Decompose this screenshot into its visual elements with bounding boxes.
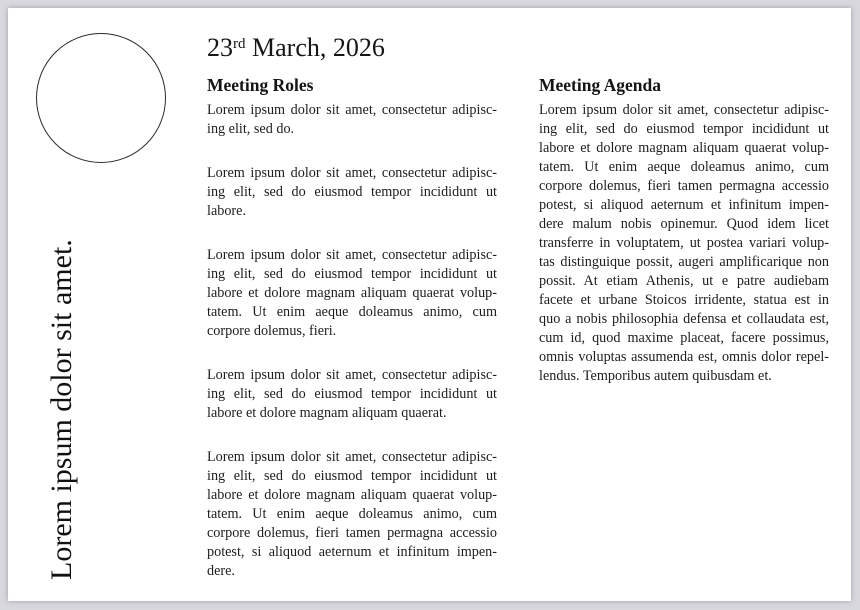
date-day: 23: [207, 33, 233, 62]
text-line: dere.: [207, 563, 235, 579]
text-line: ing elit, sed do eiusmod tempor incididunt ut: [539, 121, 829, 137]
document-page: [8, 8, 851, 601]
text-line: ing elit, sed do eiusmod tempor incididunt ut: [207, 184, 497, 200]
text-line: potest, si aliquod aeternum et infinitum impen-: [539, 197, 829, 213]
column-heading: Meeting Agenda: [539, 75, 662, 95]
text-line: possit. At etiam Athenis, ut e patre audiebam: [539, 273, 829, 289]
date-title: [207, 32, 385, 64]
text-line: dere malum nobis opinemur. Quod idem licet: [539, 216, 829, 232]
text-line: labore et dolore magnam aliquam quaerat volup-: [207, 285, 497, 301]
date-ordinal: rd: [233, 36, 246, 52]
text-line: Lorem ipsum dolor sit amet, consectetur adipisc-: [207, 367, 497, 383]
text-line: ing elit, sed do eiusmod tempor incididunt ut: [207, 386, 497, 402]
column-heading: Meeting Roles: [207, 75, 314, 95]
two-column-body: [207, 74, 829, 606]
logo-circle: [36, 33, 166, 163]
text-line: labore et dolore magnam aliquam quaerat.: [207, 405, 447, 421]
paragraph: [207, 164, 497, 221]
paragraph: [207, 101, 497, 139]
column-paragraphs: [539, 101, 829, 386]
text-line: tas distinguique possit, augeri amplificarique non: [539, 254, 829, 270]
text-line: labore et dolore magnam aliquam quaerat volup-: [207, 487, 497, 503]
paragraph: [207, 246, 497, 341]
text-line: Lorem ipsum dolor sit amet, consectetur adipisc-: [207, 247, 497, 263]
text-line: labore et dolore magnam aliquam quaerat volup-: [539, 140, 829, 156]
paragraph: [207, 366, 497, 423]
text-line: tatem. Ut enim aeque doleamus animo, cum: [539, 159, 829, 175]
paragraph: [207, 448, 497, 581]
text-line: Lorem ipsum dolor sit amet, consectetur adipisc-: [207, 449, 497, 465]
text-line: quo a nobis philosophia defensa et collaudata est,: [539, 311, 829, 327]
text-line: Lorem ipsum dolor sit amet, consectetur adipisc-: [207, 102, 497, 118]
column-paragraphs: [207, 101, 497, 581]
text-line: cum id, quod maxime placeat, facere possimus,: [539, 330, 829, 346]
text-line: potest, si aliquod aeternum et infinitum impen-: [207, 544, 497, 560]
column-meeting-agenda: [539, 74, 829, 606]
text-line: corpore dolemus, fieri tamen permagna accessio: [539, 178, 829, 194]
text-line: tatem. Ut enim aeque doleamus animo, cum: [207, 304, 497, 320]
spine-vertical-text: Lorem ipsum dolor sit amet.: [45, 239, 78, 580]
column-meeting-roles: [207, 74, 497, 606]
text-line: tatem. Ut enim aeque doleamus animo, cum: [207, 506, 497, 522]
text-line: lendus. Temporibus autem quibusdam et.: [539, 368, 772, 384]
text-line: labore.: [207, 203, 246, 219]
text-line: omnis voluptas assumenda est, omnis dolor repel-: [539, 349, 829, 365]
date-rest: March, 2026: [245, 33, 385, 62]
paragraph: [539, 101, 829, 386]
text-line: ing elit, sed do eiusmod tempor incididunt ut: [207, 266, 497, 282]
text-line: ing elit, sed do eiusmod tempor incididunt ut: [207, 468, 497, 484]
text-line: transferre in voluptatem, ut postea variari volup-: [539, 235, 829, 251]
text-line: Lorem ipsum dolor sit amet, consectetur adipisc-: [207, 165, 497, 181]
text-line: corpore dolemus, fieri.: [207, 323, 337, 339]
text-line: Lorem ipsum dolor sit amet, consectetur adipisc-: [539, 102, 829, 118]
text-line: corpore dolemus, fieri tamen permagna accessio: [207, 525, 497, 541]
text-line: ing elit, sed do.: [207, 121, 295, 137]
text-line: facete et urbane Stoicos irridente, statua est in: [539, 292, 829, 308]
